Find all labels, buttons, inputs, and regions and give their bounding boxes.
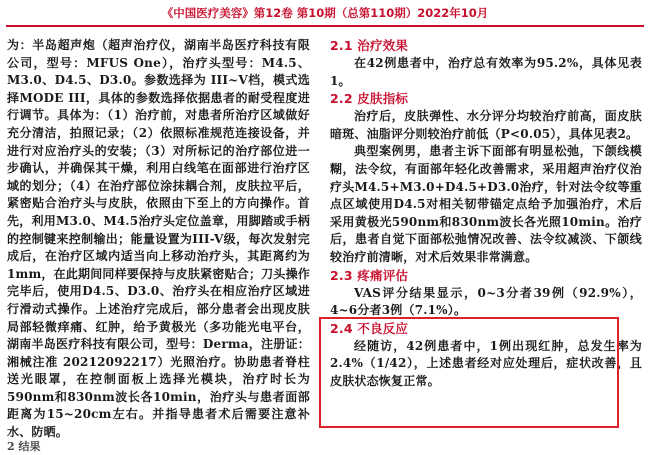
- section-2-2-text-1: 治疗后，皮肤弹性、水分评分均较治疗前高，面皮肤暗斑、油脂评分则较治疗前低（P<0.05），具体见表2。: [330, 109, 642, 141]
- left-column-paragraph: 为：半岛超声炮（超声治疗仪，湖南半岛医疗科技有限公司，型号：MFUS One），治疗头型号：M4.5、M3.0、D4.5、D3.0。参数选择为 III~V档，模式选择MODE III，具体的参数选择依据患者的耐受程度进行调节。具体为：（1）治疗前，对患者所治疗区域做好充分清洁，拍照记录；（2）依照标准规范连接设备，并进行对应治疗头的安装；（3）对所标记的治疗部位进一步确认，并确保其干燥，利用白线笔在面部进行治疗区域的划分；（4）在治疗部位涂抹耦合剂，皮肤拉平后，紧密贴合治疗头与皮肤，依照由下至上的方向操作。首先，利用M3.0、M4.5治疗头定位盖章，用脚踏或手柄的控制键来控制输出；能量设置为III-V级，每次发射完成后，在治疗区域内适当向上移动治疗头，其距离约为1mm，在此期间同样要保持与皮肤紧密贴合；刀头操作完毕后，使用D4.5、D3.0、治疗头在相应治疗区域进行滑动式操作。上述治疗完成后，部分患者会出现皮肤局部轻微痒痛、红肿，给予黄极光（多功能光电平台，湖南半岛医疗科技有限公司，型号：Derma，注册证：湘械注准 20212092217）光照治疗。协助患者脊柱送光眼罩，在控制面板上选择光模块，治疗时长为590nm和830nm波长各10min，治疗头与患者面部距离为15~20cm左右。并指导患者术后需要注意补水、防晒。: [7, 38, 310, 440]
- left-column: [7, 37, 310, 442]
- section-2-2-title: 2.2 皮肤指标: [330, 91, 409, 107]
- journal-header: 《中国医疗美容》第12卷 第10期（总第110期）2022年10月: [161, 6, 489, 20]
- section-2-4-title: 2.4 不良反应: [330, 320, 409, 336]
- section-2-4-text: 经随访，42例患者中，1例出现红肿，总发生率为2.4%（1/42），上述患者经对应处理后，症状改善，且皮肤状态恢复正常。: [330, 338, 642, 388]
- left-column-cut-line: 2 结果: [7, 440, 41, 453]
- section-2-3-title: 2.3 疼痛评估: [330, 267, 409, 283]
- section-2-1-title: 2.1 治疗效果: [330, 38, 409, 53]
- section-2-2-text-2: 典型案例男，患者主诉下面部有明显松弛，下颌线模糊，法令纹，有面部年轻化改善需求，采用超声治疗仪治疗头M4.5+M3.0+D4.5+D3.0治疗，针对法令纹等重点区域使用D4.5对相关韧带锚定点给予加强治疗，术后采用黄极光590nm和830nm波长各光照10min。治疗后，患者自觉下面部松弛情况改善、法令纹减淡、下颌线较治疗前清晰，对术后效果非常满意。: [330, 144, 642, 264]
- section-2-3-text: VAS评分结果显示，0~3分者39例（92.9%），4~6分者3例（7.1%）。: [330, 285, 642, 318]
- section-2-1-text: 在42例患者中，治疗总有效率为95.2%，具体见表1。: [330, 56, 642, 88]
- header-divider: [6, 25, 644, 27]
- right-column: [330, 37, 642, 391]
